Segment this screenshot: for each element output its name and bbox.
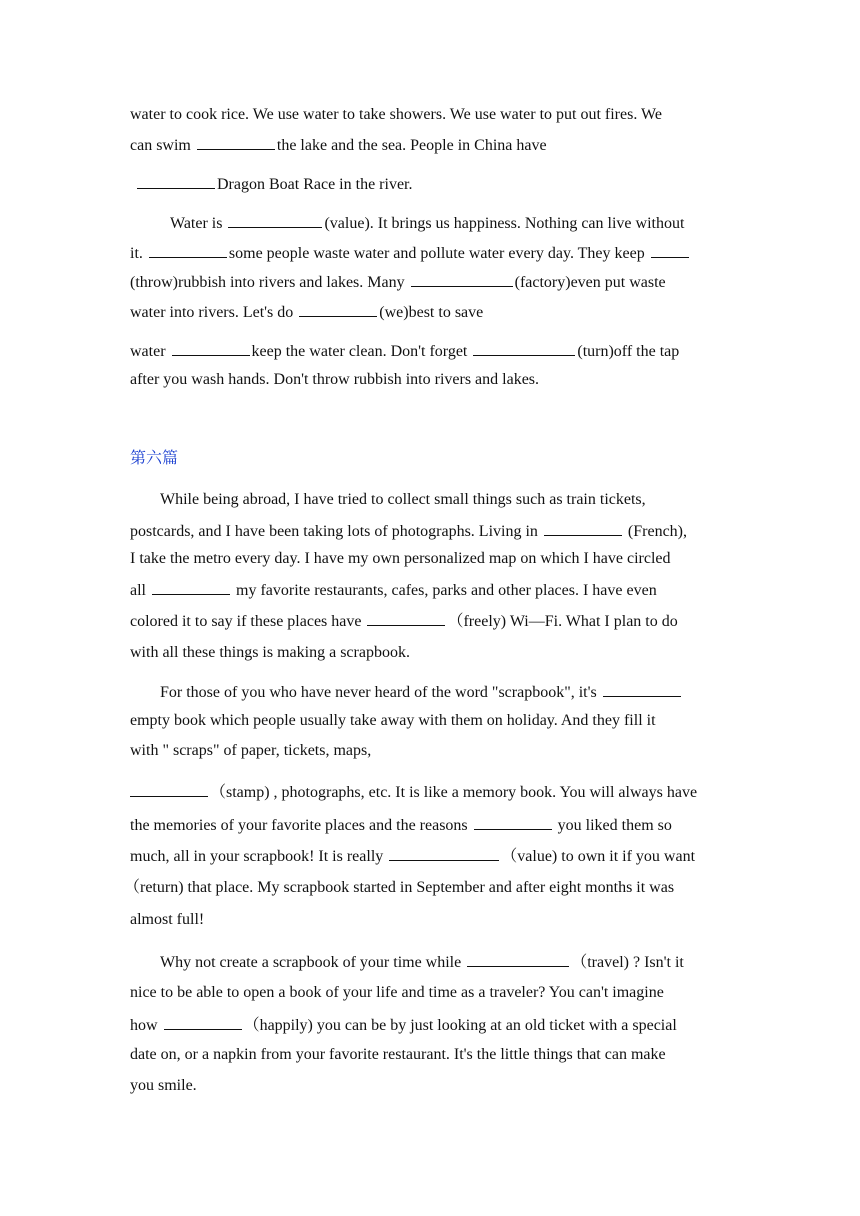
text: （return) that place. My scrapbook started in September and after eight months it was [124,879,675,896]
text: （freely) Wi—Fi. What I plan to do [447,613,678,630]
text: water to cook rice. We use water to take showers. We use water to put out fires. We [130,106,662,123]
answer-blank[interactable] [411,270,513,287]
text-line [130,548,671,570]
text-line [130,740,371,762]
text: date on, or a napkin from your favorite restaurant. It's the little things that can make [130,1046,666,1063]
text: (throw)rubbish into rivers and lakes. Many [130,274,409,291]
text: water [130,343,170,360]
text-line [160,950,684,974]
text: nice to be able to open a book of your life and time as a traveler? You can't imagine [130,984,664,1001]
text: it. [130,245,147,262]
answer-blank[interactable] [467,950,569,967]
answer-blank[interactable] [651,241,689,258]
text: Water is [170,215,227,232]
answer-blank[interactable] [367,609,445,626]
text: with all these things is making a scrapbook. [130,644,410,661]
text: While being abroad, I have tried to collect small things such as train tickets, [160,491,646,508]
text: the memories of your favorite places and the reasons [130,817,472,834]
answer-blank[interactable] [544,519,622,536]
text: much, all in your scrapbook! It is really [130,848,388,865]
text-line [130,578,657,602]
answer-blank[interactable] [299,300,377,317]
text: keep the water clean. Don't forget [251,343,472,360]
text-line [130,172,413,196]
text: （value) to own it if you want [501,848,696,865]
text: my favorite restaurants, cafes, parks and other places. I have even [232,582,657,599]
text: （stamp) , photographs, etc. It is like a memory book. You will always have [210,784,698,801]
text: (we)best to save [379,304,484,321]
text: the lake and the sea. People in China have [276,137,547,154]
text: how [130,1017,162,1034]
text-line [130,300,483,324]
text: you liked them so [553,817,672,834]
text-line [130,241,691,265]
text-line [130,609,678,633]
text: can swim [130,137,195,154]
answer-blank[interactable] [197,133,275,150]
text-line [130,710,656,732]
answer-blank[interactable] [473,339,575,356]
text: water into rivers. Let's do [130,304,298,321]
answer-blank[interactable] [228,211,322,228]
answer-blank[interactable] [137,172,215,189]
text: (factory)even put waste [514,274,666,291]
answer-blank[interactable] [389,844,499,861]
text: (French), [623,523,688,540]
text-line [130,844,695,868]
text: （happily) you can be by just looking at an old ticket with a special [243,1017,677,1034]
text-line [130,133,547,157]
text: colored it to say if these places have [130,613,366,630]
text-line [130,1013,677,1037]
text: （travel) ? Isn't it [571,954,684,971]
text-line [130,1075,197,1097]
text-line [130,813,672,837]
answer-blank[interactable] [149,241,227,258]
text-line [124,877,674,899]
text: with " scraps" of paper, tickets, maps, [130,742,372,759]
answer-blank[interactable] [152,578,230,595]
answer-blank[interactable] [172,339,250,356]
section-heading: 第六篇 [130,448,179,467]
text: (turn)off the tap [577,343,680,360]
text: postcards, and I have been taking lots of photographs. Living in [130,523,542,540]
text-line [130,519,687,543]
text: empty book which people usually take away with them on holiday. And they fill it [130,712,656,729]
text-line [130,909,204,931]
answer-blank[interactable] [474,813,552,830]
text-line [130,1044,666,1066]
text: almost full! [130,911,205,928]
text: all [130,582,150,599]
text: Why not create a scrapbook of your time while [160,954,466,971]
text: Dragon Boat Race in the river. [217,176,413,193]
text: For those of you who have never heard of the word "scrapbook", it's [160,684,601,701]
text-line [130,780,697,804]
text: I take the metro every day. I have my own personalized map on which I have circled [130,550,671,567]
text-line [170,211,684,235]
text-line [130,369,539,391]
answer-blank[interactable] [164,1013,242,1030]
text-line [130,982,664,1004]
text: (value). It brings us happiness. Nothing can live without [324,215,685,232]
text-line [160,489,646,511]
text-line [160,680,683,704]
text: some people waste water and pollute water every day. They keep [228,245,649,262]
text-line [130,642,410,664]
answer-blank[interactable] [603,680,681,697]
answer-blank[interactable] [130,780,208,797]
text-line [130,339,679,363]
text: you smile. [130,1077,197,1094]
text-line [130,270,666,294]
text-line [130,104,662,126]
text: after you wash hands. Don't throw rubbish into rivers and lakes. [130,371,540,388]
